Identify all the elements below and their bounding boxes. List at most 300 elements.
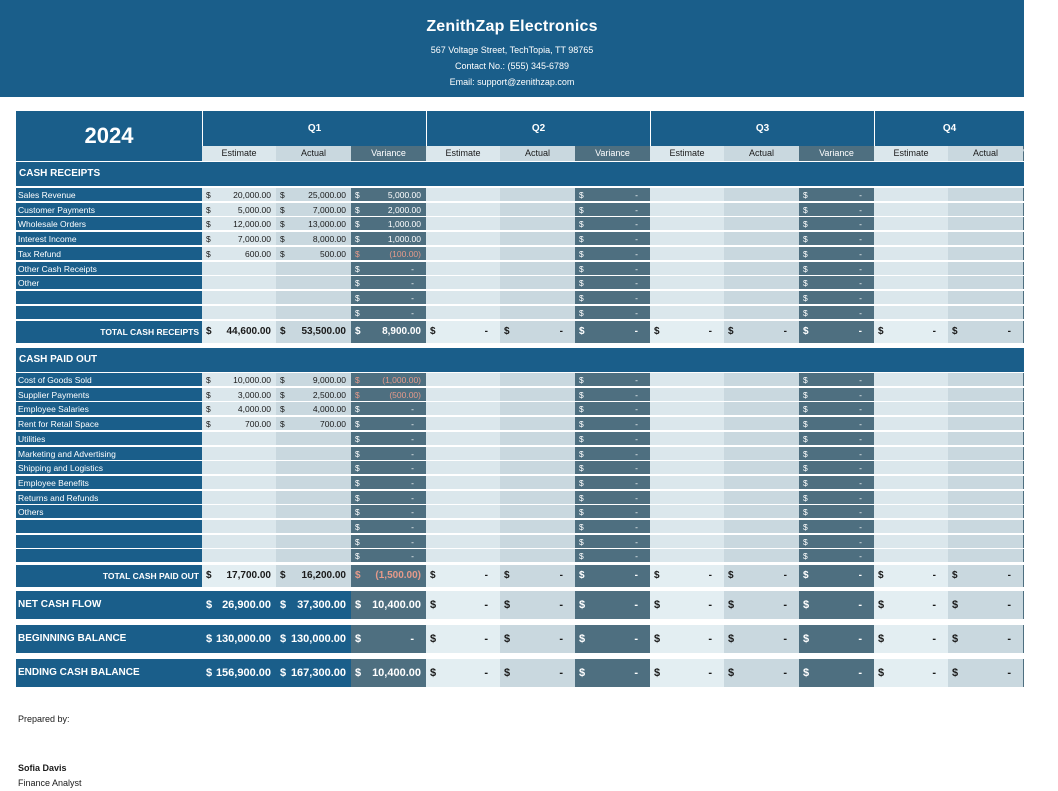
currency-symbol: $ (579, 278, 584, 289)
summary-est-cell (426, 659, 500, 687)
amount-value: - (634, 326, 638, 338)
currency-symbol: $ (579, 463, 584, 474)
amount-value: 44,600.00 (226, 326, 271, 338)
amount-value: - (859, 375, 862, 385)
variance-cell (1023, 188, 1024, 202)
estimate-cell (202, 461, 276, 475)
summary-est-cell (650, 625, 724, 653)
variance-cell (575, 417, 650, 431)
variance-cell (799, 402, 874, 416)
amount-value: - (559, 570, 563, 582)
quarter-heading: Q1 (202, 111, 426, 146)
variance-cell (351, 432, 426, 446)
table-row (16, 549, 1024, 563)
amount-value: - (859, 204, 862, 215)
estimate-cell (426, 432, 500, 446)
estimate-cell (874, 461, 948, 475)
amount-value: - (559, 326, 563, 338)
actual-cell (724, 505, 799, 519)
variance-cell (575, 505, 650, 519)
currency-symbol: $ (355, 477, 360, 488)
summary-act-cell (500, 591, 575, 619)
amount-value: - (635, 278, 638, 289)
variance-cell (1023, 291, 1024, 305)
actual-cell (276, 491, 351, 505)
estimate-cell (202, 447, 276, 461)
estimate-cell (426, 417, 500, 431)
total-row (16, 321, 1024, 343)
amount-value: - (859, 551, 862, 562)
variance-cell (799, 505, 874, 519)
currency-symbol: $ (803, 419, 808, 430)
quarter-heading: Q3 (650, 111, 874, 146)
actual-cell (276, 203, 351, 217)
variance-cell (351, 520, 426, 534)
preparer-role: Finance Analyst (18, 778, 82, 788)
amount-value: - (411, 551, 414, 562)
variance-cell (799, 535, 874, 549)
currency-symbol: $ (803, 404, 808, 415)
estimate-cell (202, 535, 276, 549)
row-label: Rent for Retail Space (16, 417, 202, 431)
total-variance (575, 321, 650, 343)
amount-value: - (635, 492, 638, 503)
amount-value: - (635, 190, 638, 200)
variance-cell (799, 373, 874, 387)
variance-cell (799, 291, 874, 305)
actual-cell (948, 291, 1023, 305)
summary-act-cell (276, 659, 351, 687)
amount-value: 12,000.00 (233, 219, 271, 230)
currency-symbol: $ (355, 307, 360, 318)
total-variance (799, 565, 874, 587)
actual-cell (948, 432, 1023, 446)
estimate-cell (874, 373, 948, 387)
table-row (16, 417, 1024, 431)
currency-symbol: $ (579, 599, 586, 611)
variance-cell (799, 276, 874, 290)
estimate-cell (650, 276, 724, 290)
summary-est-cell (874, 591, 948, 619)
amount-value: - (634, 570, 638, 582)
currency-symbol: $ (803, 492, 808, 503)
variance-cell (799, 262, 874, 276)
currency-symbol: $ (206, 219, 211, 230)
table-row (16, 262, 1024, 276)
amount-value: 13,000.00 (308, 219, 346, 230)
amount-value: 16,200.00 (301, 570, 346, 582)
actual-cell (500, 217, 575, 231)
variance-cell (1023, 491, 1024, 505)
actual-cell (500, 447, 575, 461)
actual-cell (948, 402, 1023, 416)
total-estimate (426, 321, 500, 343)
variance-cell (575, 476, 650, 490)
amount-value: - (635, 419, 638, 430)
amount-value: - (1007, 667, 1011, 679)
variance-cell (1023, 549, 1024, 563)
estimate-cell (650, 402, 724, 416)
amount-value: 10,000.00 (233, 375, 271, 385)
total-variance (799, 321, 874, 343)
actual-cell (500, 505, 575, 519)
section-title: CASH PAID OUT (16, 348, 1024, 372)
estimate-cell (202, 306, 276, 320)
amount-value: 7,000.00 (312, 204, 346, 215)
amount-value: - (635, 292, 638, 303)
currency-symbol: $ (280, 389, 285, 400)
summary-est-cell (202, 625, 276, 653)
estimate-cell (650, 262, 724, 276)
total-estimate (202, 321, 276, 343)
currency-symbol: $ (579, 292, 584, 303)
estimate-cell (426, 291, 500, 305)
amount-value: - (708, 570, 712, 582)
estimate-cell (202, 549, 276, 563)
variance-cell (575, 373, 650, 387)
column-header-variance: Variance (351, 146, 426, 161)
currency-symbol: $ (355, 389, 360, 400)
amount-value: - (859, 536, 862, 547)
variance-cell (799, 476, 874, 490)
total-variance (1023, 321, 1024, 343)
amount-value: - (859, 278, 862, 289)
summary-est-cell (650, 591, 724, 619)
currency-symbol: $ (579, 204, 584, 215)
currency-symbol: $ (280, 419, 285, 430)
table-row (16, 402, 1024, 416)
variance-cell (575, 549, 650, 563)
row-label: Employee Benefits (16, 476, 202, 490)
currency-symbol: $ (280, 190, 285, 200)
currency-symbol: $ (728, 326, 734, 338)
estimate-cell (202, 247, 276, 261)
currency-symbol: $ (280, 667, 287, 679)
currency-symbol: $ (579, 248, 584, 259)
currency-symbol: $ (803, 307, 808, 318)
total-actual (276, 565, 351, 587)
estimate-cell (202, 373, 276, 387)
actual-cell (724, 461, 799, 475)
variance-cell (575, 432, 650, 446)
table-row (16, 520, 1024, 534)
row-label (16, 520, 202, 534)
amount-value: - (411, 522, 414, 532)
currency-symbol: $ (803, 551, 808, 562)
amount-value: 130,000.00 (215, 633, 271, 645)
estimate-cell (650, 491, 724, 505)
summary-est-cell (874, 625, 948, 653)
currency-symbol: $ (355, 599, 362, 611)
amount-value: 4,000.00 (312, 404, 346, 415)
variance-cell (351, 417, 426, 431)
currency-symbol: $ (280, 219, 285, 230)
estimate-cell (426, 402, 500, 416)
variance-cell (799, 232, 874, 246)
currency-symbol: $ (206, 570, 212, 582)
amount-value: 10,400.00 (372, 667, 421, 679)
currency-symbol: $ (654, 326, 660, 338)
actual-cell (724, 247, 799, 261)
currency-symbol: $ (728, 599, 735, 611)
column-header-actual: Actual (724, 146, 799, 161)
estimate-cell (202, 491, 276, 505)
variance-cell (351, 188, 426, 202)
variance-cell (575, 217, 650, 231)
currency-symbol: $ (355, 292, 360, 303)
variance-cell (575, 447, 650, 461)
actual-cell (948, 520, 1023, 534)
estimate-cell (874, 188, 948, 202)
amount-value: 9,000.00 (312, 375, 346, 385)
estimate-cell (426, 188, 500, 202)
variance-cell (1023, 476, 1024, 490)
variance-cell (799, 520, 874, 534)
actual-cell (724, 262, 799, 276)
variance-cell (799, 461, 874, 475)
amount-value: - (411, 292, 414, 303)
variance-cell (1023, 388, 1024, 402)
actual-cell (948, 388, 1023, 402)
estimate-cell (426, 491, 500, 505)
amount-value: - (859, 463, 862, 474)
estimate-cell (202, 520, 276, 534)
currency-symbol: $ (504, 326, 510, 338)
actual-cell (500, 432, 575, 446)
currency-symbol: $ (280, 375, 285, 385)
amount-value: - (859, 522, 862, 532)
estimate-cell (426, 549, 500, 563)
currency-symbol: $ (803, 433, 808, 444)
total-actual (500, 321, 575, 343)
variance-cell (1023, 203, 1024, 217)
actual-cell (948, 549, 1023, 563)
actual-cell (276, 461, 351, 475)
actual-cell (500, 291, 575, 305)
amount-value: 17,700.00 (226, 570, 271, 582)
currency-symbol: $ (355, 667, 362, 679)
column-header-estimate: Estimate (426, 146, 500, 161)
currency-symbol: $ (206, 326, 212, 338)
amount-value: 8,000.00 (312, 234, 346, 245)
estimate-cell (650, 505, 724, 519)
estimate-cell (650, 447, 724, 461)
estimate-cell (426, 461, 500, 475)
amount-value: - (708, 667, 712, 679)
column-header-variance: Variance (575, 146, 650, 161)
actual-cell (500, 232, 575, 246)
row-label (16, 535, 202, 549)
actual-cell (724, 388, 799, 402)
actual-cell (276, 505, 351, 519)
amount-value: 26,900.00 (222, 599, 271, 611)
variance-cell (351, 535, 426, 549)
summary-var-cell (1023, 659, 1024, 687)
amount-value: 2,000.00 (387, 204, 421, 215)
estimate-cell (426, 217, 500, 231)
estimate-cell (874, 247, 948, 261)
currency-symbol: $ (504, 633, 511, 645)
column-header-variance: Variance (799, 146, 874, 161)
actual-cell (948, 188, 1023, 202)
currency-symbol: $ (206, 599, 213, 611)
currency-symbol: $ (355, 248, 360, 259)
currency-symbol: $ (206, 389, 211, 400)
row-label: Marketing and Advertising (16, 447, 202, 461)
amount-value: - (859, 477, 862, 488)
amount-value: 1,000.00 (387, 219, 421, 230)
estimate-cell (426, 203, 500, 217)
variance-cell (351, 402, 426, 416)
actual-cell (948, 461, 1023, 475)
row-label (16, 291, 202, 305)
variance-cell (1023, 535, 1024, 549)
currency-symbol: $ (579, 375, 584, 385)
variance-cell (575, 262, 650, 276)
currency-symbol: $ (803, 507, 808, 518)
summary-var-cell (799, 625, 874, 653)
variance-cell (799, 447, 874, 461)
currency-symbol: $ (579, 448, 584, 459)
actual-cell (276, 535, 351, 549)
currency-symbol: $ (355, 234, 360, 245)
actual-cell (724, 432, 799, 446)
currency-symbol: $ (579, 667, 586, 679)
currency-symbol: $ (803, 633, 810, 645)
estimate-cell (874, 402, 948, 416)
actual-cell (724, 276, 799, 290)
currency-symbol: $ (803, 190, 808, 200)
total-variance (351, 321, 426, 343)
variance-cell (351, 388, 426, 402)
currency-symbol: $ (206, 248, 211, 259)
actual-cell (948, 276, 1023, 290)
summary-est-cell (650, 659, 724, 687)
currency-symbol: $ (355, 633, 362, 645)
amount-value: 1,000.00 (387, 234, 421, 245)
row-label: Returns and Refunds (16, 491, 202, 505)
amount-value: - (411, 477, 414, 488)
row-label: Other (16, 276, 202, 290)
amount-value: - (635, 463, 638, 474)
currency-symbol: $ (878, 326, 884, 338)
variance-cell (351, 476, 426, 490)
estimate-cell (650, 188, 724, 202)
amount-value: 10,400.00 (372, 599, 421, 611)
amount-value: - (411, 433, 414, 444)
summary-var-cell (799, 591, 874, 619)
currency-symbol: $ (430, 326, 436, 338)
currency-symbol: $ (654, 667, 661, 679)
amount-value: 5,000.00 (387, 190, 421, 200)
variance-cell (575, 520, 650, 534)
year-heading: 2024 (16, 111, 202, 161)
amount-value: - (859, 234, 862, 245)
variance-cell (351, 373, 426, 387)
table-row (16, 373, 1024, 387)
actual-cell (500, 373, 575, 387)
actual-cell (276, 262, 351, 276)
actual-cell (276, 388, 351, 402)
currency-symbol: $ (579, 522, 584, 532)
currency-symbol: $ (654, 599, 661, 611)
amount-value: - (858, 326, 862, 338)
table-row (16, 432, 1024, 446)
variance-cell (799, 388, 874, 402)
estimate-cell (650, 461, 724, 475)
summary-act-cell (724, 591, 799, 619)
amount-value: 53,500.00 (301, 326, 346, 338)
summary-var-cell (575, 591, 650, 619)
variance-cell (799, 417, 874, 431)
column-header-actual: Actual (948, 146, 1023, 161)
estimate-cell (202, 476, 276, 490)
amount-value: - (635, 536, 638, 547)
variance-cell (351, 247, 426, 261)
amount-value: - (635, 522, 638, 532)
currency-symbol: $ (579, 507, 584, 518)
actual-cell (276, 276, 351, 290)
total-label: TOTAL CASH PAID OUT (16, 565, 202, 587)
column-header-variance: Variance (1023, 146, 1024, 161)
actual-cell (948, 373, 1023, 387)
estimate-cell (650, 232, 724, 246)
actual-cell (724, 232, 799, 246)
summary-var-cell (351, 625, 426, 653)
variance-cell (351, 232, 426, 246)
amount-value: - (932, 570, 936, 582)
amount-value: 156,900.00 (215, 667, 271, 679)
amount-value: 2,500.00 (312, 389, 346, 400)
table-row (16, 535, 1024, 549)
currency-symbol: $ (878, 633, 885, 645)
actual-cell (276, 188, 351, 202)
summary-label: ENDING CASH BALANCE (16, 659, 202, 687)
variance-cell (575, 388, 650, 402)
amount-value: (500.00) (389, 389, 421, 400)
currency-symbol: $ (206, 667, 213, 679)
estimate-cell (874, 432, 948, 446)
estimate-cell (202, 262, 276, 276)
currency-symbol: $ (280, 633, 287, 645)
total-variance (575, 565, 650, 587)
amount-value: - (635, 507, 638, 518)
currency-symbol: $ (803, 234, 808, 245)
variance-cell (1023, 520, 1024, 534)
currency-symbol: $ (430, 667, 437, 679)
currency-symbol: $ (878, 667, 885, 679)
total-estimate (874, 565, 948, 587)
amount-value: - (411, 278, 414, 289)
actual-cell (276, 217, 351, 231)
actual-cell (948, 217, 1023, 231)
total-estimate (874, 321, 948, 343)
row-label (16, 549, 202, 563)
variance-cell (799, 203, 874, 217)
total-actual (724, 321, 799, 343)
variance-cell (799, 491, 874, 505)
variance-cell (351, 447, 426, 461)
currency-symbol: $ (206, 204, 211, 215)
actual-cell (948, 247, 1023, 261)
table-row (16, 217, 1024, 231)
currency-symbol: $ (504, 599, 511, 611)
currency-symbol: $ (803, 292, 808, 303)
currency-symbol: $ (579, 551, 584, 562)
row-label: Supplier Payments (16, 388, 202, 402)
actual-cell (500, 247, 575, 261)
currency-symbol: $ (803, 326, 809, 338)
